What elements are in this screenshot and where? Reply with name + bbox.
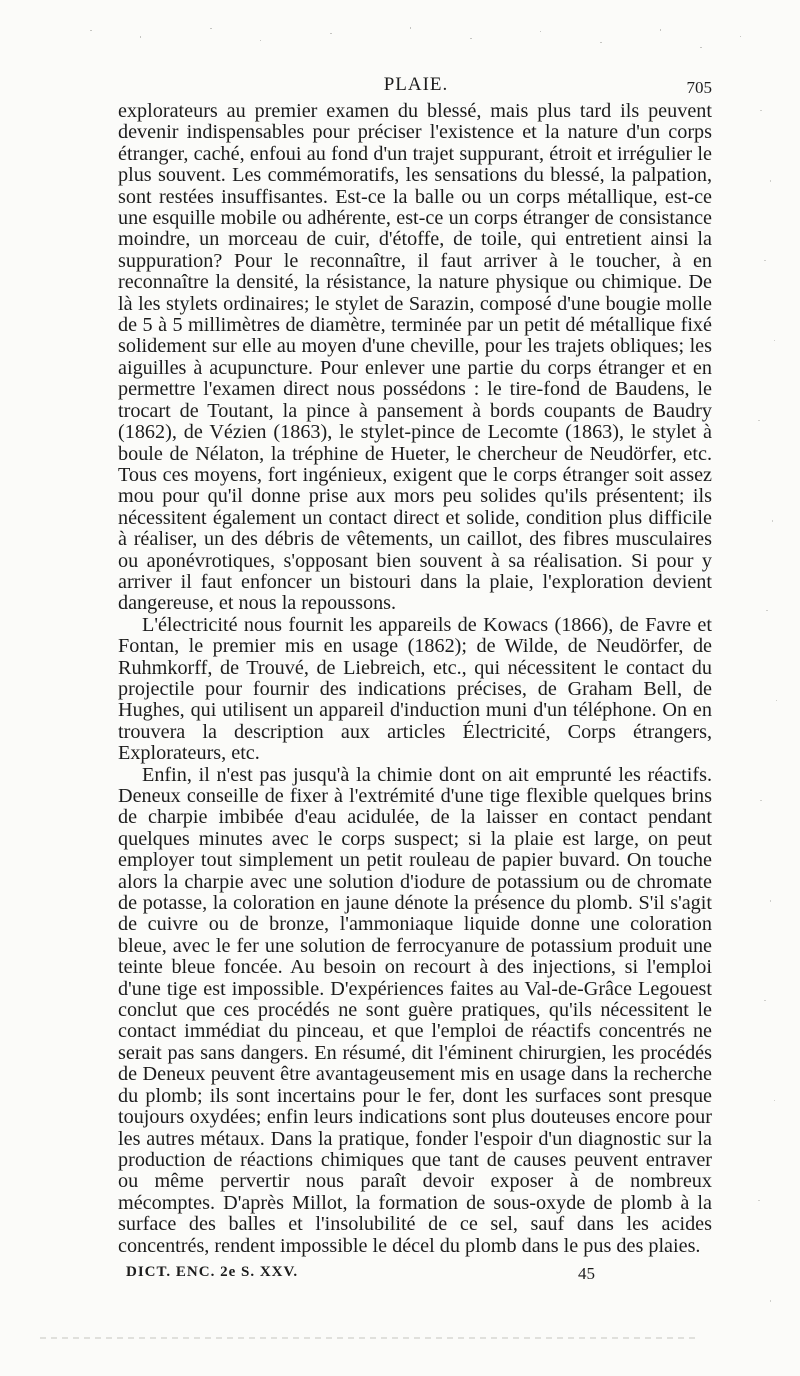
paragraph-2: L'électricité nous fournit les appareils de Kowacs (1866), de Favre et Fontan, le premier mis en usage (1862); de Wilde, de Neudörfer, de Ruhmkorff, de Trouvé, de Liebreich, etc., qui nécessitent le contact du projectile pour fournir des indications précises, de Graham Bell, de Hughes, qui utilisent un appareil d'induction muni d'un téléphone. On en trouvera la description aux articles Électricité, Corps étrangers, Explorateurs, etc. <box>118 613 712 765</box>
paragraph-1: explorateurs au premier examen du blessé, mais plus tard ils peuvent devenir indispensables pour préciser l'existence et la nature d'un corps étranger, caché, enfoui au fond d'un trajet suppurant, étroit et irrégulier le plus souvent. Les commémoratifs, les sensations du blessé, la palpation, sont restées insuffisantes. Est-ce la balle ou un corps métallique, est-ce une esquille mobile ou adhérente, est-ce un corps étranger de consistance moindre, un morceau de cuir, d'étoffe, de toile, qui entretient ainsi la suppuration? Pour le reconnaître, il faut arriver à le toucher, à en reconnaître la densité, la résistance, la nature physique ou chimique. De là les stylets ordinaires; le stylet de Sarazin, composé d'une bougie molle de 5 à 5 millimètres de diamètre, terminée par un petit dé métallique fixé solidement sur elle au moyen d'une cheville, pour les trajets obliques; les aiguilles à acupuncture. Pour enlever une partie du corps étranger et en permettre l'examen direct nous possédons : le tire-fond de Baudens, le trocart de Toutant, la pince à pansement à bords coupants de Baudry (1862), de Vézien (1863), le stylet-pince de Lecomte (1863), le stylet à boule de Nélaton, la tréphine de Hueter, le chercheur de Neudörfer, etc. Tous ces moyens, fort ingénieux, exigent que le corps étranger soit assez mou pour qu'il donne prise aux mors peu solides qu'ils présentent; ils nécessitent également un contact direct et solide, condition plus difficile à réaliser, un des débris de vêtements, un caillot, des fibres musculaires ou aponévrotiques, s'opposant bien souvent à sa réalisation. Si pour y arriver il faut enfoncer un bistouri dans la plaie, l'exploration devient dangereuse, et nous la repoussons. <box>118 100 712 615</box>
paragraph-3: Enfin, il n'est pas jusqu'à la chimie dont on ait emprunté les réactifs. Deneux conseille de fixer à l'extrémité d'une tige flexible quelques brins de charpie imbibée d'eau acidulée, de la laisser en contact pendant quelques minutes avec le corps suspect; si la plaie est large, on peut employer tout simplement un petit rouleau de papier buvard. On touche alors la charpie avec une solution d'iodure de potassium ou de chromate de potasse, la coloration en jaune dénote la présence du plomb. S'il s'agit de cuivre ou de bronze, l'ammoniaque liquide donne une coloration bleue, avec le fer une solution de ferrocyanure de potassium produit une teinte bleue foncée. Au besoin on recourt à des injections, si l'emploi d'une tige est impossible. D'expériences faites au Val-de-Grâce Legouest conclut que ces procédés ne sont guère pratiques, qu'ils nécessitent le contact immédiat du pinceau, et que l'emploi de réactifs concentrés ne serait pas sans dangers. En résumé, dit l'éminent chirurgien, les procédés de Deneux peuvent être avantageusement mis en usage dans la recherche du plomb; ils sont incertains pour le fer, dont les surfaces sont presque toujours oxydées; enfin leurs indications sont plus douteuses encore pour les autres métaux. Dans la pratique, fonder l'espoir d'un diagnostic sur la production de réactions chimiques que tant de causes peuvent entraver ou même pervertir nous paraît devoir exposer à de nombreux mécomptes. D'après Millot, la formation de sous-oxyde de plomb à la surface des balles et l'insolubilité de ce sel, sauf dans les acides concentrés, rendent impossible le décel du plomb dans le pus des plaies. <box>118 763 712 1257</box>
right-edge-speckles <box>758 110 777 1302</box>
page-number: 705 <box>686 78 712 97</box>
page-footer <box>118 1264 712 1288</box>
body-text <box>118 101 712 1257</box>
printer-signature: DICT. ENC. 2e S. XXV. <box>126 1264 299 1280</box>
top-edge-speckles <box>90 27 741 48</box>
running-title: PLAIE. <box>383 74 449 95</box>
page-header <box>120 74 712 100</box>
sheet-number: 45 <box>578 1264 595 1283</box>
